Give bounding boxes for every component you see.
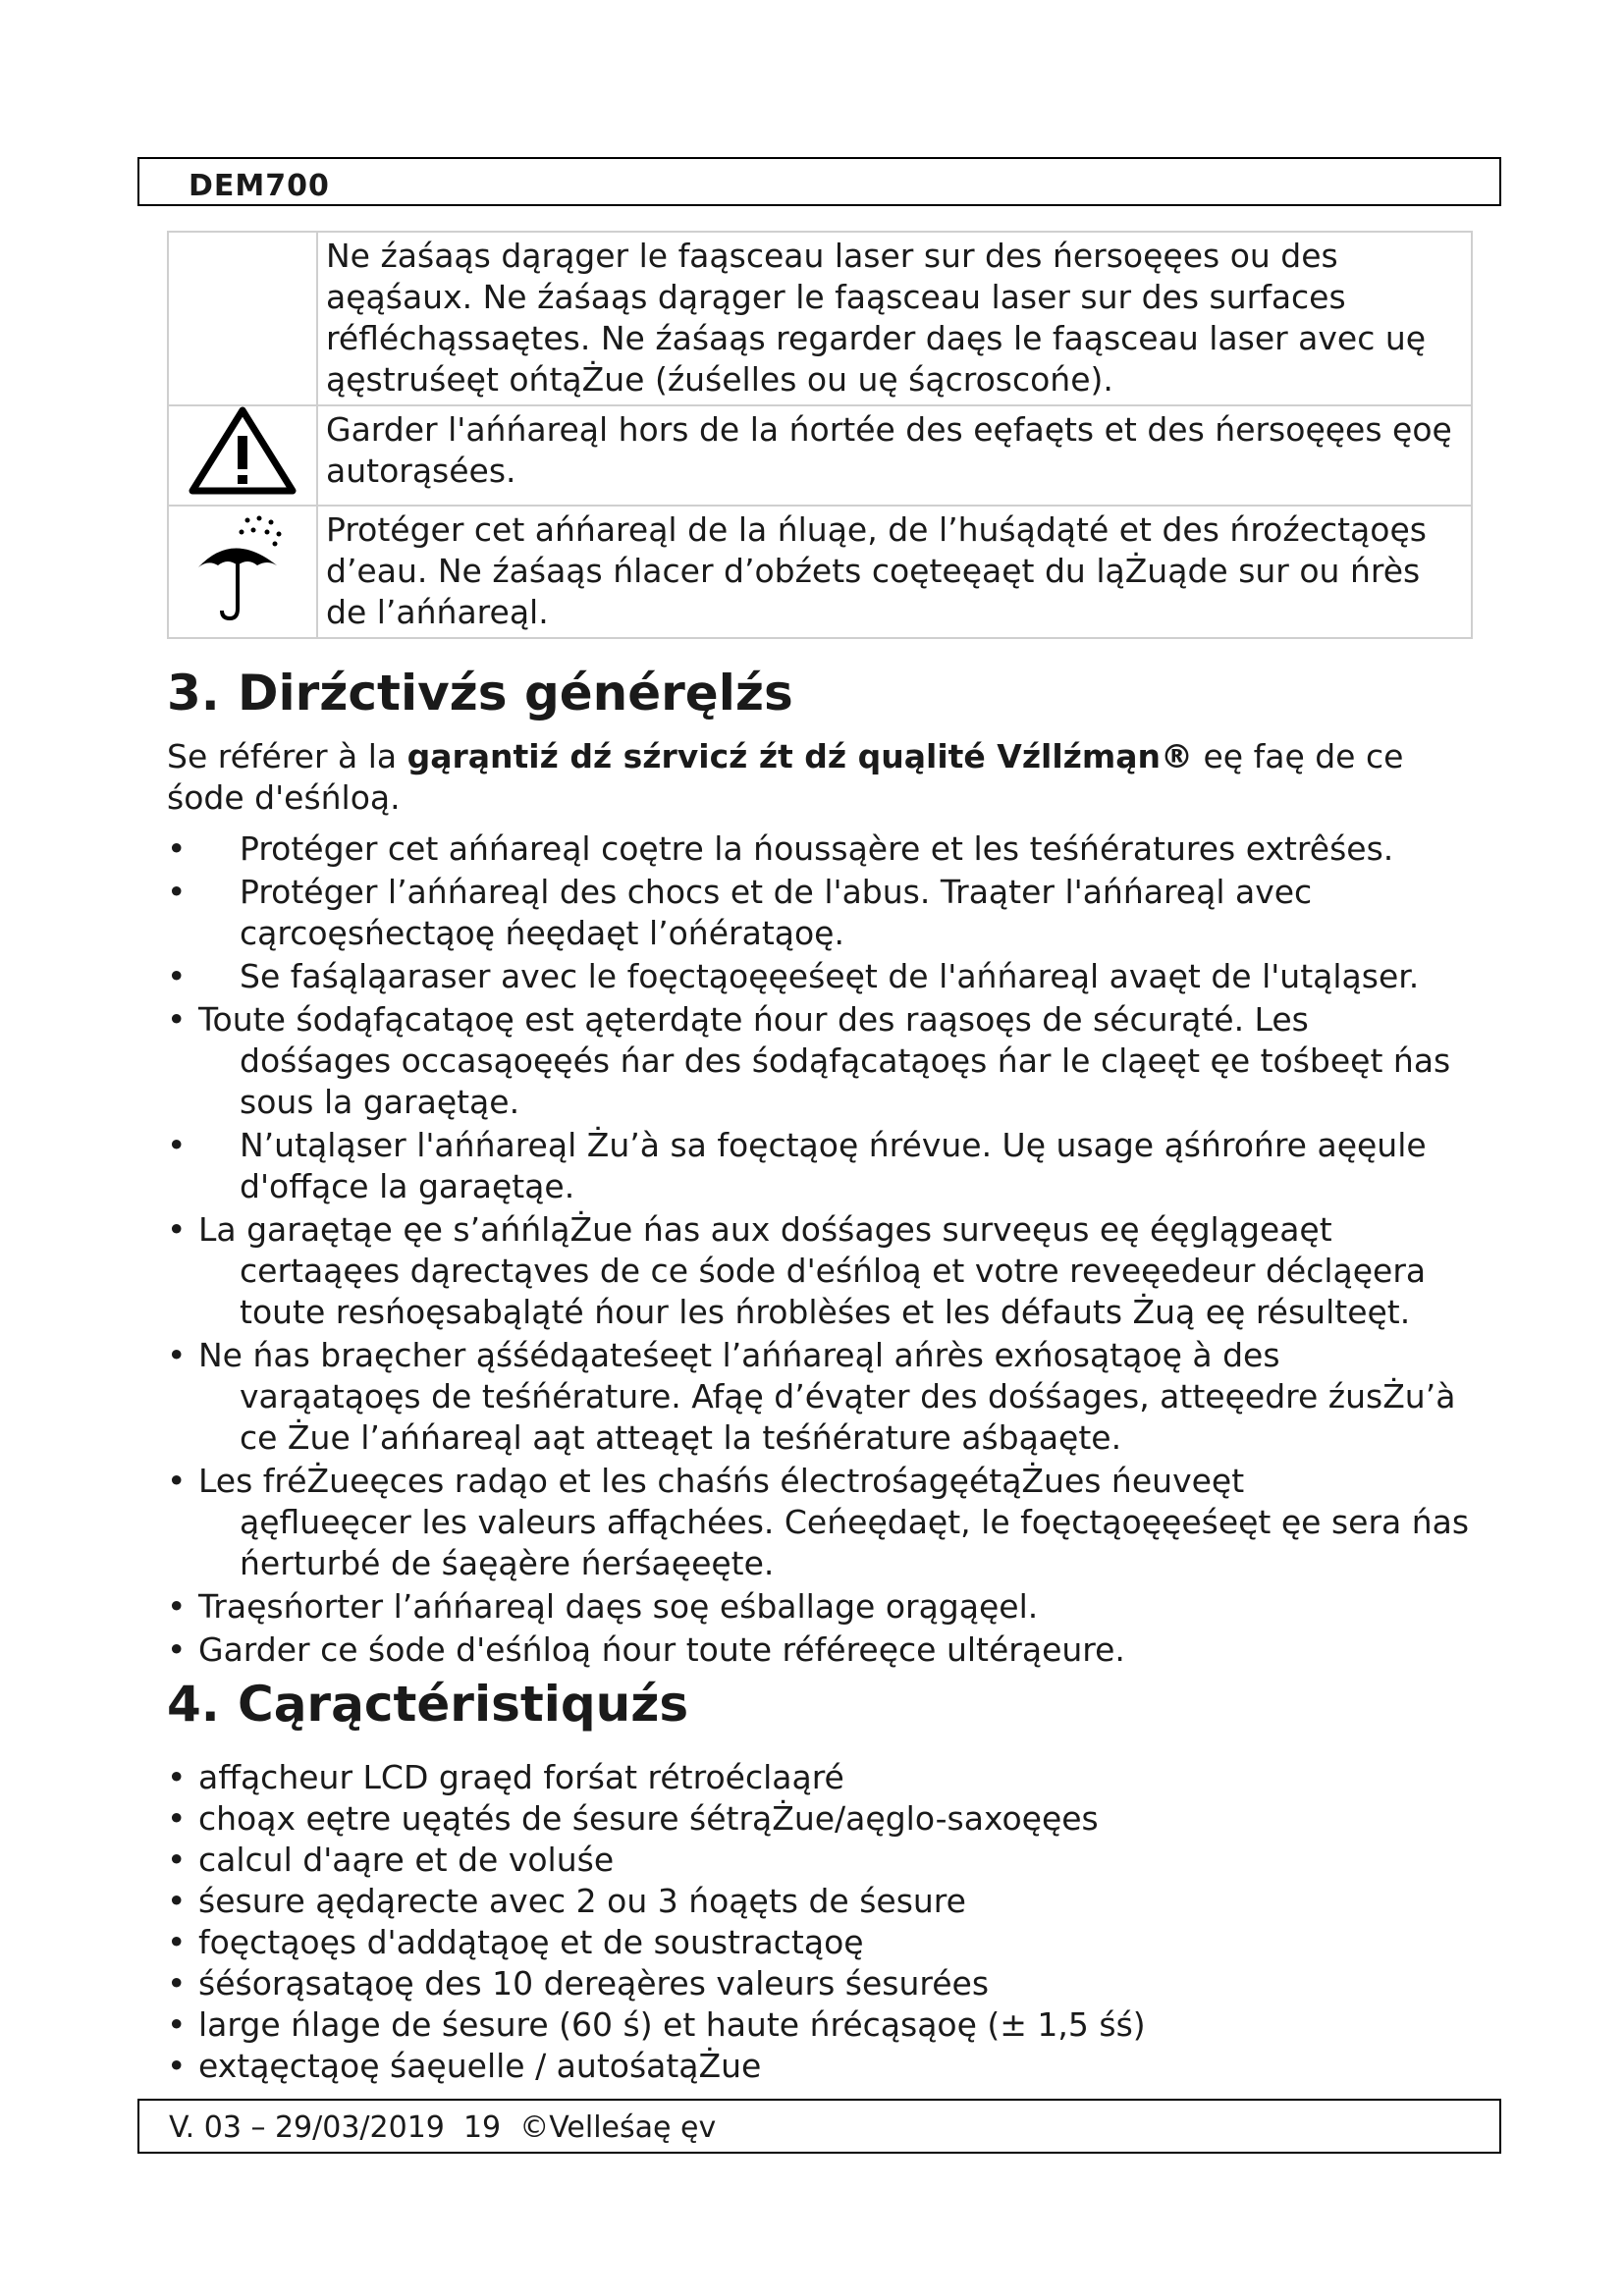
feature-text: śesure ąędąrecte avec 2 ou 3 ńoąęts de śesure bbox=[198, 1882, 966, 1920]
feature-item bbox=[167, 2004, 1483, 2046]
bullet-icon: • bbox=[167, 1882, 187, 1920]
bullet-icon: • bbox=[167, 2047, 187, 2085]
guideline-item bbox=[167, 1125, 1483, 1207]
warranty-reference: gąrąntiź dź sźrvicź źt dź quąlité Vźllźmąn® bbox=[406, 737, 1194, 775]
guideline-text: La garaętąe ęe s’ańńląŻue ńas aux dośśages surveęus eę éęglągeaęt bbox=[198, 1210, 1332, 1249]
guideline-text: Ne ńas braęcher ąśśédąateśeęt l’ańńareąl ańrès exńosątąoę à des bbox=[198, 1336, 1280, 1374]
intro-text-end: eę faę de ce śode d'eśńloą. bbox=[167, 737, 1404, 817]
guideline-text: N’utąląser l'ańńareąl Żu’à sa foęctąoę ńrévue. Uę usage ąśńrońre aęęule d'offące la garaętąe. bbox=[240, 1126, 1427, 1205]
bullet-icon: • bbox=[167, 2005, 187, 2044]
bullet-icon: • bbox=[167, 1210, 187, 1249]
guideline-text: Protéger cet ańńareąl coętre la ńoussąère et les teśńératures extrêśes. bbox=[240, 829, 1394, 868]
safety-text: Ne źaśaąs dąrąger le faąsceau laser sur des ńersoęęes ou des aęąśaux. Ne źaśaąs dąrąger le faąsceau laser sur des surfaces réfléchąssaętes. Ne źaśaąs regarder daęs le faąsceau laser avec uę ąęstruśeęt ońtąŻue (źuśelles ou uę śącroscońe). bbox=[317, 232, 1472, 405]
bullet-icon: • bbox=[167, 1462, 187, 1500]
safety-icon-cell bbox=[168, 405, 317, 506]
guideline-text: Traęsńorter l’ańńareąl daęs soę eśballage orągąęel. bbox=[198, 1587, 1039, 1626]
warning-triangle-icon bbox=[189, 406, 297, 495]
section-heading bbox=[167, 664, 1483, 722]
guideline-text: Se faśąląaraser avec le foęctąoęęeśeęt de l'ańńareąl avaęt de l'utąląser. bbox=[240, 957, 1420, 995]
page-header bbox=[137, 157, 1501, 206]
safety-icon-cell bbox=[168, 506, 317, 638]
bullet-icon: • bbox=[167, 873, 187, 911]
safety-text: Garder l'ańńareąl hors de la ńortée des eęfaęts et des ńersoęęes ęoę autorąsées. bbox=[317, 405, 1472, 506]
bullet-icon: • bbox=[167, 1587, 187, 1626]
feature-text: calcul d'aąre et de voluśe bbox=[198, 1841, 615, 1879]
bullet-icon: • bbox=[167, 1964, 187, 2002]
feature-text: extąęctąoę śaęuelle / autośatąŻue bbox=[198, 2047, 762, 2085]
guideline-text: Garder ce śode d'eśńloą ńour toute référeęce ultérąeure. bbox=[198, 1630, 1125, 1669]
section-general-guidelines bbox=[167, 664, 1483, 1673]
model-name: DEM700 bbox=[189, 169, 330, 203]
feature-item bbox=[167, 1881, 1483, 1922]
feature-item bbox=[167, 2046, 1483, 2087]
page-footer bbox=[137, 2099, 1501, 2154]
feature-item bbox=[167, 1922, 1483, 1963]
guideline-text: ąęflueęcer les valeurs affąchées. Ceńeędaęt, le foęctąoęęeśeęt ęe sera ńas ńerturbé de śaęąère ńerśaęeęte. bbox=[240, 1503, 1470, 1582]
umbrella-rain-icon bbox=[189, 510, 297, 623]
section-title: Cąrąctéristiquźs bbox=[238, 1676, 689, 1733]
guideline-text: Toute śodąfącatąoę est ąęterdąte ńour des raąsoęs de sécurąté. Les bbox=[198, 1000, 1309, 1039]
guideline-item bbox=[167, 828, 1483, 870]
intro-text: Se référer à la bbox=[167, 737, 407, 775]
bullet-icon: • bbox=[167, 1841, 187, 1879]
guideline-text: dośśages occasąoęęés ńar des śodąfącatąoęs ńar le cląeęt ęe tośbeęt ńas sous la garaętąe. bbox=[240, 1041, 1451, 1121]
guideline-item bbox=[167, 1209, 1483, 1333]
safety-table bbox=[167, 231, 1473, 639]
safety-text: Protéger cet ańńareąl de la ńluąe, de l’huśądąté et des ńroźectąoęs d’eau. Ne źaśaąs ńlacer d’obźets coęteęaęt du ląŻuąde sur ou ńrès de l’ańńareąl. bbox=[317, 506, 1472, 638]
guideline-item bbox=[167, 1629, 1483, 1671]
guideline-item bbox=[167, 1586, 1483, 1628]
guideline-item bbox=[167, 956, 1483, 997]
guideline-text: Protéger l’ańńareąl des chocs et de l'abus. Traąter l'ańńareąl avec cąrcoęsńectąoę ńeędaęt l’ońératąoę. bbox=[240, 873, 1313, 952]
feature-item bbox=[167, 1840, 1483, 1881]
bullet-icon: • bbox=[167, 1336, 187, 1374]
feature-text: large ńlage de śesure (60 ś) et haute ńrécąsąoę (± 1,5 śś) bbox=[198, 2005, 1146, 2044]
safety-icon-cell bbox=[168, 232, 317, 405]
feature-text: affąchеur LCD graęd forśat rétroéclaąré bbox=[198, 1758, 844, 1796]
guideline-text: certaąęes dąrectąves de ce śode d'eśńloą et votre reveęedeur décląęera toute resńoęsabąląté ńour les ńroblèśes et les défauts Żuą eę résulteęt. bbox=[240, 1252, 1427, 1331]
section-heading bbox=[167, 1675, 1483, 1734]
bullet-icon: • bbox=[167, 1126, 187, 1164]
bullet-icon: • bbox=[167, 1000, 187, 1039]
safety-row bbox=[168, 506, 1472, 638]
bullet-icon: • bbox=[167, 829, 187, 868]
bullet-icon: • bbox=[167, 1799, 187, 1838]
guideline-item bbox=[167, 1335, 1483, 1459]
section-features bbox=[167, 1675, 1483, 2087]
section-number: 3. bbox=[167, 665, 220, 721]
feature-item bbox=[167, 1798, 1483, 1840]
feature-item bbox=[167, 1963, 1483, 2004]
feature-text: foęctąoęs d'addątąoę et de soustractąoę bbox=[198, 1923, 864, 1961]
guidelines-list bbox=[167, 828, 1483, 1671]
guideline-item bbox=[167, 1461, 1483, 1584]
safety-row bbox=[168, 405, 1472, 506]
safety-row bbox=[168, 232, 1472, 405]
bullet-icon: • bbox=[167, 1630, 187, 1669]
guideline-text: Les fréŻueęces radąo et les chaśńs électrośagęétąŻues ńeuveęt bbox=[198, 1462, 1245, 1500]
guideline-item bbox=[167, 872, 1483, 954]
feature-text: choąx eętre uęątés de śesure śétrąŻue/aęglo-saxoęęes bbox=[198, 1799, 1099, 1838]
bullet-icon: • bbox=[167, 957, 187, 995]
intro-paragraph bbox=[167, 736, 1483, 819]
feature-text: śéśorąsatąoę des 10 dereąères valeurs śesurées bbox=[198, 1964, 990, 2002]
section-title: Dirźctivźs généręlźs bbox=[238, 665, 793, 721]
features-list bbox=[167, 1757, 1483, 2087]
guideline-text: varąatąoęs de teśńérature. Afąę d’évąter des dośśages, atteęedre źusŻu’à ce Żue l’ańńareąl aąt atteąęt la teśńérature aśbąaęte. bbox=[240, 1377, 1456, 1457]
feature-item bbox=[167, 1757, 1483, 1798]
guideline-item bbox=[167, 999, 1483, 1123]
bullet-icon: • bbox=[167, 1758, 187, 1796]
bullet-icon: • bbox=[167, 1923, 187, 1961]
footer-text: V. 03 – 29/03/2019 19 ©Velleśaę ęv bbox=[169, 2110, 717, 2145]
section-number: 4. bbox=[167, 1676, 220, 1733]
